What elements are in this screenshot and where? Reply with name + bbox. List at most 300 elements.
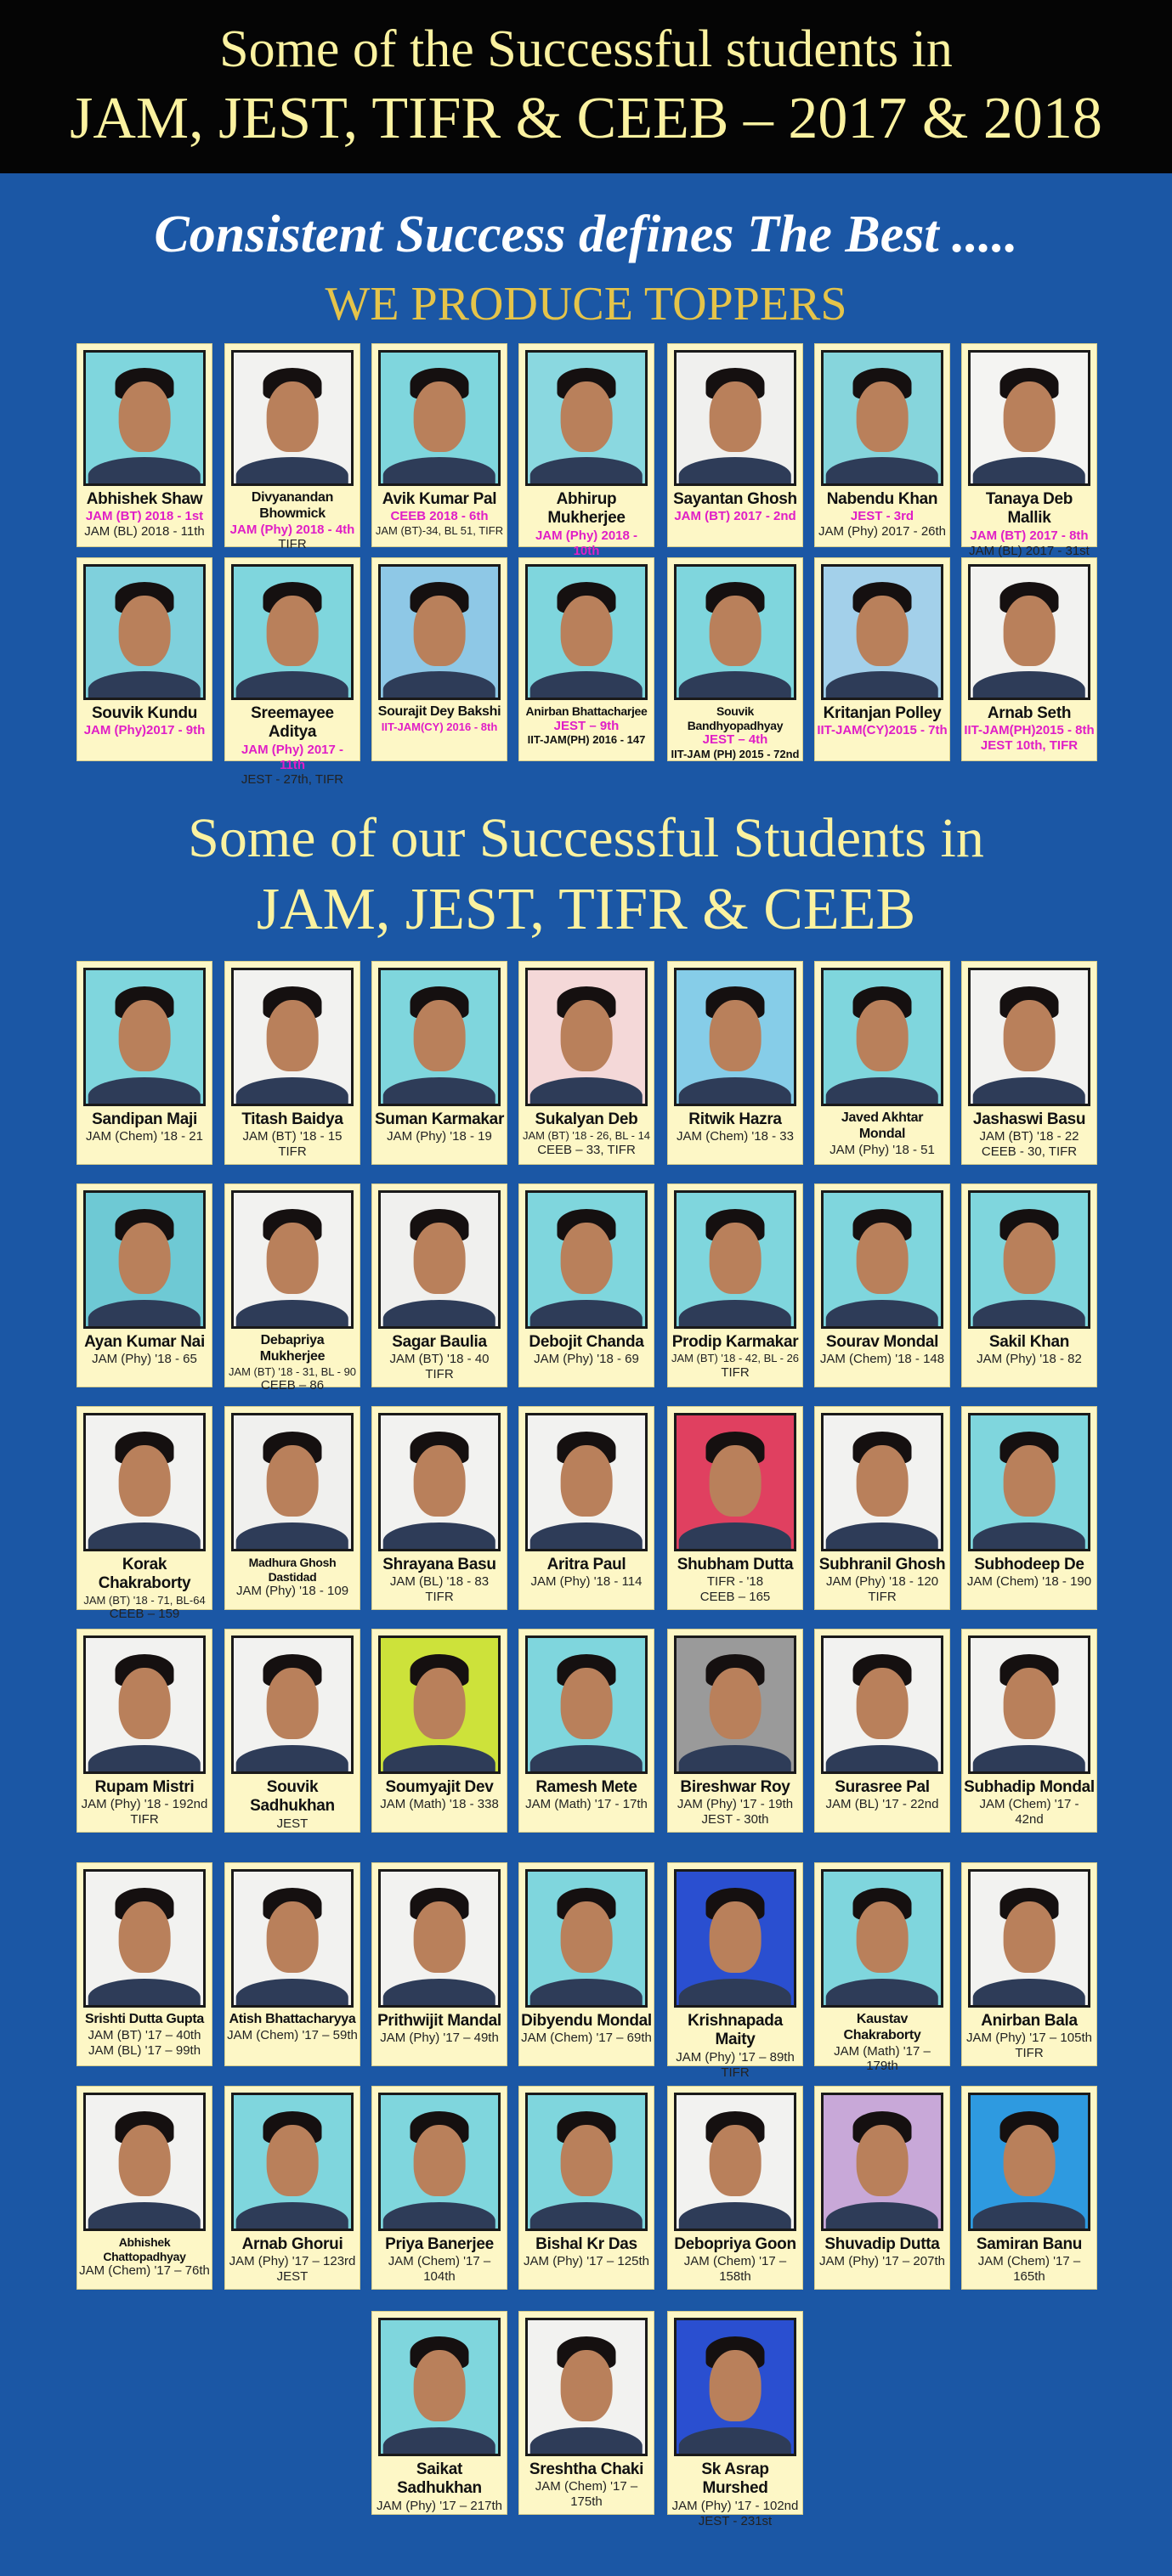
photo-face — [710, 381, 762, 452]
student-info — [670, 1778, 801, 1827]
photo-face — [710, 596, 762, 666]
photo-face — [857, 1901, 909, 1974]
student-card — [224, 1406, 360, 1610]
photo-body — [973, 1979, 1085, 2008]
student-info — [521, 704, 652, 747]
student-info — [79, 2235, 210, 2279]
photo-body — [679, 457, 791, 486]
student-result: JAM (BL) '17 - 22nd — [825, 1797, 939, 1812]
student-name: Korak Chakraborty — [98, 1556, 191, 1593]
photo-body — [826, 1745, 938, 1774]
student-result: JAM (Phy)2017 - 9th — [83, 723, 206, 738]
student-card — [667, 2311, 803, 2528]
student-result: JEST — [276, 1816, 309, 1831]
student-info — [227, 1110, 358, 1160]
student-info — [521, 2012, 652, 2046]
student-result: JAM (Chem) '17 – 76th — [79, 2263, 210, 2279]
student-card — [371, 1183, 507, 1387]
student-result: JAM (Phy) '17 – 207th — [819, 2254, 945, 2269]
photo-body — [679, 1077, 791, 1106]
photo-body — [973, 1745, 1085, 1774]
student-name: Samiran Banu — [976, 2235, 1083, 2253]
student-photo — [378, 1635, 501, 1774]
student-info — [964, 1333, 1095, 1367]
photo-body — [530, 457, 643, 486]
header-title-line2: JAM, JEST, TIFR & CEEB – 2017 & 2018 — [70, 86, 1102, 151]
student-result: JAM (Phy) '18 - 19 — [387, 1129, 492, 1144]
student-photo — [525, 1635, 648, 1774]
student-name: Bishal Kr Das — [535, 2235, 637, 2253]
student-card — [371, 1862, 507, 2066]
student-info — [817, 1556, 948, 1605]
photo-body — [826, 1300, 938, 1329]
subtagline: WE PRODUCE TOPPERS — [325, 278, 847, 330]
student-result: JAM (Phy) '18 - 109 — [235, 1584, 349, 1599]
student-info — [521, 1110, 652, 1157]
student-info — [964, 704, 1095, 754]
student-card — [224, 961, 360, 1165]
student-result: IIT-JAM(CY)2015 - 7th — [817, 723, 948, 738]
student-name: Titash Baidya — [241, 1110, 343, 1128]
student-name: Atish Bhattacharyya — [229, 2012, 356, 2026]
student-result: CEEB – 165 — [699, 1590, 771, 1605]
student-info — [817, 704, 948, 738]
photo-face — [857, 1445, 909, 1517]
student-name: Avik Kumar Pal — [382, 490, 497, 508]
student-photo — [525, 1190, 648, 1329]
student-photo — [231, 1635, 354, 1774]
photo-body — [383, 1300, 495, 1329]
photo-face — [119, 1000, 171, 1072]
student-info — [79, 1778, 210, 1827]
photo-face — [414, 381, 466, 452]
photo-body — [88, 1979, 201, 2008]
photo-body — [826, 457, 938, 486]
student-result: JAM (BT) 2017 - 2nd — [674, 509, 796, 524]
student-result: TIFR — [278, 537, 307, 552]
photo-body — [383, 457, 495, 486]
student-result: TIFR - '18 — [706, 1574, 764, 1590]
student-info — [227, 2235, 358, 2285]
student-info — [374, 490, 505, 537]
student-photo — [378, 350, 501, 486]
photo-face — [267, 381, 319, 452]
student-photo — [821, 350, 943, 486]
student-name: Souvik Kundu — [91, 704, 198, 722]
photo-body — [236, 1979, 348, 2008]
student-card — [371, 1629, 507, 1833]
photo-body — [88, 1300, 201, 1329]
student-card — [518, 961, 654, 1165]
student-photo — [83, 1869, 206, 2008]
student-info — [374, 1333, 505, 1382]
photo-face — [710, 1901, 762, 1974]
photo-body — [973, 457, 1085, 486]
student-name: Javed Akhtar Mondal — [841, 1110, 924, 1141]
photo-body — [826, 671, 938, 700]
student-card — [518, 1862, 654, 2066]
student-photo — [674, 564, 796, 700]
student-photo — [231, 1413, 354, 1551]
student-photo — [525, 564, 648, 700]
photo-face — [119, 381, 171, 452]
student-card — [224, 2086, 360, 2290]
photo-body — [679, 1300, 791, 1329]
student-card — [76, 1183, 212, 1387]
student-name: Ramesh Mete — [535, 1778, 637, 1796]
photo-face — [1004, 2125, 1056, 2197]
student-result: IIT-JAM(CY) 2016 - 8th — [381, 720, 498, 733]
student-info — [817, 2235, 948, 2269]
student-photo — [525, 968, 648, 1106]
student-info — [964, 2012, 1095, 2061]
student-name: Debapriya Mukherjee — [259, 1333, 326, 1364]
student-result: JEST - 231st — [698, 2513, 773, 2528]
student-info — [521, 2235, 652, 2269]
student-card — [814, 1406, 950, 1610]
student-name: Jashaswi Basu — [972, 1110, 1086, 1128]
photo-face — [119, 596, 171, 666]
student-name: Anirban Bhattacharjee — [525, 704, 648, 718]
photo-face — [857, 1000, 909, 1072]
photo-body — [973, 1077, 1085, 1106]
photo-face — [119, 1901, 171, 1974]
photo-face — [267, 1445, 319, 1517]
photo-face — [561, 2125, 613, 2197]
student-name: Surasree Pal — [835, 1778, 930, 1796]
student-info — [79, 490, 210, 539]
student-name: Subhadip Mondal — [964, 1778, 1095, 1796]
student-name: Priya Banerjee — [385, 2235, 494, 2253]
student-result: JAM (Phy) '18 - 192nd — [81, 1797, 208, 1812]
student-info — [374, 1110, 505, 1144]
student-name: Aritra Paul — [546, 1556, 626, 1573]
photo-face — [119, 1223, 171, 1295]
student-info — [817, 1110, 948, 1157]
student-result: TIFR — [278, 1144, 307, 1160]
student-info — [964, 2235, 1095, 2285]
student-name: Sourajit Dey Bakshi — [377, 704, 501, 719]
student-card — [667, 343, 803, 547]
student-card — [814, 961, 950, 1165]
student-name: Anirban Bala — [981, 2012, 1078, 2030]
photo-face — [267, 2125, 319, 2197]
student-photo — [674, 1413, 796, 1551]
student-info — [521, 1556, 652, 1590]
student-name: Souvik Bandhyopadhyay — [687, 704, 784, 732]
student-card — [667, 1862, 803, 2080]
student-info — [817, 1333, 948, 1367]
student-info — [670, 2012, 801, 2080]
student-card — [667, 557, 803, 761]
student-name: Sayantan Ghosh — [673, 490, 797, 508]
student-name: Sukalyan Deb — [535, 1110, 638, 1128]
photo-face — [267, 1223, 319, 1295]
student-result: JAM (Phy) '18 - 51 — [829, 1142, 935, 1157]
student-name: Subhodeep De — [974, 1556, 1084, 1573]
student-name: Tanaya Deb Mallik — [985, 490, 1073, 528]
student-photo — [83, 1413, 206, 1551]
student-card — [224, 1862, 360, 2066]
section2-title-line2: JAM, JEST, TIFR & CEEB — [256, 877, 916, 942]
photo-body — [236, 671, 348, 700]
student-result: IIT-JAM(PH) 2016 - 147 — [527, 733, 646, 747]
student-card — [961, 2086, 1097, 2290]
student-result: JAM (BT) 2018 - 1st — [85, 509, 204, 524]
photo-face — [857, 1668, 909, 1740]
student-photo — [231, 1190, 354, 1329]
student-result: JAM (BT) '18 - 15 — [242, 1129, 343, 1144]
photo-body — [530, 2202, 643, 2231]
photo-body — [826, 1979, 938, 2008]
student-result: JAM (Chem) '17 – 59th — [227, 2027, 358, 2042]
student-info — [964, 490, 1095, 558]
student-result: JAM (Phy) '17 – 123rd — [229, 2254, 356, 2269]
student-card — [224, 1183, 360, 1393]
student-photo — [674, 350, 796, 486]
student-result: TIFR — [721, 1364, 750, 1380]
student-card — [518, 1183, 654, 1387]
student-photo — [674, 2093, 796, 2231]
student-result: JAM (BT) '17 – 40th — [88, 2027, 201, 2042]
student-result: JEST — [276, 2269, 309, 2285]
student-name: Dibyendu Mondal — [521, 2012, 652, 2030]
student-name: Sourav Mondal — [825, 1333, 939, 1351]
student-result: JAM (Phy) '18 - 65 — [92, 1352, 197, 1367]
student-result: TIFR — [1015, 2046, 1044, 2061]
student-result: CEEB – 86 — [260, 1378, 325, 1393]
student-result: JAM (BT) '18 - 71, BL-64 — [83, 1593, 206, 1607]
student-photo — [968, 1190, 1090, 1329]
student-card — [371, 961, 507, 1165]
student-name: Saikat Sadhukhan — [397, 2460, 482, 2498]
student-card — [814, 2086, 950, 2290]
student-name: Soumyajit Dev — [385, 1778, 494, 1796]
student-card — [814, 557, 950, 761]
student-result: JAM (Chem) '17 – 158th — [683, 2254, 787, 2285]
photo-body — [826, 1522, 938, 1551]
student-result: JAM (BL) '17 – 99th — [88, 2042, 201, 2058]
student-card — [76, 557, 212, 761]
student-result: JAM (Chem) '17 - 42nd — [979, 1797, 1079, 1827]
student-result: JAM (Chem) '17 – 165th — [977, 2254, 1081, 2285]
student-name: Sreemayee Aditya — [251, 704, 334, 742]
student-card — [961, 557, 1097, 761]
student-result: JAM (Math) '17 - 17th — [525, 1797, 648, 1812]
student-result: JAM (Phy) 2018 - 10th — [535, 528, 638, 558]
student-name: Ayan Kumar Nai — [84, 1333, 205, 1351]
student-card — [961, 961, 1097, 1165]
photo-face — [710, 2350, 762, 2422]
photo-body — [973, 1300, 1085, 1329]
student-photo — [674, 968, 796, 1106]
student-photo — [378, 2318, 501, 2456]
student-card — [518, 343, 654, 558]
student-result: JAM (Phy) '18 - 69 — [534, 1352, 639, 1367]
student-card — [371, 1406, 507, 1610]
student-info — [521, 490, 652, 558]
student-name: Debopriya Goon — [674, 2235, 796, 2253]
student-photo — [968, 564, 1090, 700]
student-card — [224, 557, 360, 788]
student-result: TIFR — [721, 2065, 750, 2080]
student-info — [79, 704, 210, 738]
student-photo — [525, 2093, 648, 2231]
student-info — [227, 1556, 358, 1599]
photo-face — [267, 1000, 319, 1072]
student-result: JAM (Phy) '17 – 89th — [676, 2049, 795, 2065]
student-info — [521, 1778, 652, 1812]
student-card — [224, 343, 360, 552]
photo-face — [414, 2125, 466, 2197]
student-photo — [231, 968, 354, 1106]
student-photo — [525, 2318, 648, 2456]
photo-face — [267, 1901, 319, 1974]
student-name: Abhishek Chattopadhyay — [103, 2235, 186, 2263]
student-result: JAM (Phy) 2017 - 26th — [818, 524, 947, 539]
student-card — [667, 2086, 803, 2290]
student-card — [961, 1183, 1097, 1387]
photo-face — [857, 2125, 909, 2197]
photo-body — [383, 2427, 495, 2456]
photo-body — [88, 2202, 201, 2231]
student-card — [76, 1406, 212, 1622]
student-result: TIFR — [425, 1590, 454, 1605]
student-card — [961, 1406, 1097, 1610]
photo-body — [383, 1077, 495, 1106]
student-name: Souvik Sadhukhan — [250, 1778, 335, 1816]
student-name: Sandipan Maji — [92, 1110, 197, 1128]
photo-body — [679, 1979, 791, 2008]
student-result: JAM (Phy) '17 - 19th — [677, 1797, 794, 1812]
student-card — [371, 2311, 507, 2515]
student-result: JAM (Phy) '17 – 125th — [524, 2254, 649, 2269]
photo-body — [383, 1979, 495, 2008]
student-result: JAM (BT) 2017 - 8th — [970, 528, 1089, 543]
student-photo — [821, 1190, 943, 1329]
student-card — [76, 343, 212, 547]
student-name: Shrayana Basu — [382, 1556, 496, 1573]
student-result: CEEB 2018 - 6th — [390, 509, 489, 524]
student-photo — [968, 1413, 1090, 1551]
photo-body — [88, 1522, 201, 1551]
student-result: JAM (BT) '18 - 31, BL - 90 — [228, 1364, 357, 1378]
student-result: JEST - 27th, TIFR — [241, 772, 344, 788]
student-result: CEEB - 30, TIFR — [981, 1144, 1078, 1160]
student-result: JAM (BT) '18 - 40 — [389, 1352, 490, 1367]
photo-body — [383, 671, 495, 700]
student-name: Sagar Baulia — [392, 1333, 487, 1351]
student-info — [670, 2460, 801, 2528]
photo-face — [710, 1223, 762, 1295]
student-name: Subhranil Ghosh — [818, 1556, 946, 1573]
student-photo — [674, 1635, 796, 1774]
photo-body — [973, 1522, 1085, 1551]
student-card — [667, 1629, 803, 1833]
student-name: Arnab Seth — [987, 704, 1072, 722]
student-info — [227, 2012, 358, 2043]
student-photo — [83, 1635, 206, 1774]
student-card — [371, 343, 507, 547]
photo-body — [973, 671, 1085, 700]
student-result: JAM (BL) 2017 - 31st — [969, 543, 1090, 558]
photo-body — [383, 1745, 495, 1774]
student-photo — [968, 350, 1090, 486]
photo-face — [1004, 1223, 1056, 1295]
photo-face — [561, 596, 613, 666]
student-info — [374, 1778, 505, 1812]
student-result: JAM (BL) '18 - 83 — [389, 1574, 490, 1590]
student-photo — [231, 350, 354, 486]
student-info — [521, 2460, 652, 2510]
student-card — [76, 961, 212, 1165]
photo-body — [679, 671, 791, 700]
photo-face — [1004, 1000, 1056, 1072]
student-photo — [378, 968, 501, 1106]
student-card — [224, 1629, 360, 1833]
student-card — [814, 1183, 950, 1387]
photo-face — [414, 1000, 466, 1072]
photo-face — [561, 1000, 613, 1072]
photo-face — [561, 2350, 613, 2422]
student-photo — [378, 1413, 501, 1551]
student-result: TIFR — [130, 1812, 159, 1827]
student-result: JAM (BT) '18 - 42, BL - 26 — [671, 1352, 800, 1365]
student-photo — [378, 564, 501, 700]
student-info — [374, 2460, 505, 2514]
photo-face — [1004, 1901, 1056, 1974]
student-photo — [231, 2093, 354, 2231]
photo-face — [414, 1445, 466, 1517]
student-name: Rupam Mistri — [94, 1778, 195, 1796]
student-name: Kritanjan Polley — [823, 704, 942, 722]
student-info — [79, 1556, 210, 1622]
student-card — [667, 1406, 803, 1610]
section2-title-line1: Some of our Successful Students in — [188, 807, 984, 869]
student-photo — [821, 1413, 943, 1551]
photo-body — [383, 2202, 495, 2231]
header-banner — [0, 0, 1172, 173]
student-name: Debojit Chanda — [529, 1333, 644, 1351]
student-result: JEST - 30th — [701, 1812, 769, 1827]
student-info — [227, 1778, 358, 1832]
student-info — [964, 1556, 1095, 1590]
student-photo — [968, 1869, 1090, 2008]
student-result: JAM (Math) '18 - 338 — [380, 1797, 499, 1812]
photo-face — [561, 1901, 613, 1974]
photo-body — [530, 1077, 643, 1106]
student-name: Shuvadip Dutta — [824, 2235, 940, 2253]
photo-face — [414, 1668, 466, 1740]
student-name: Abhirup Mukherjee — [547, 490, 626, 528]
student-result: JAM (BL) 2018 - 11th — [84, 524, 205, 539]
photo-face — [1004, 381, 1056, 452]
student-photo — [968, 968, 1090, 1106]
student-photo — [525, 350, 648, 486]
photo-face — [561, 1668, 613, 1740]
student-photo — [821, 564, 943, 700]
student-photo — [674, 2318, 796, 2456]
student-result: JEST - 3rd — [850, 509, 914, 524]
student-name: Prodip Karmakar — [671, 1333, 799, 1351]
student-photo — [231, 1869, 354, 2008]
student-card — [76, 1862, 212, 2066]
photo-face — [414, 1223, 466, 1295]
photo-body — [383, 1522, 495, 1551]
student-photo — [674, 1190, 796, 1329]
student-card — [518, 557, 654, 761]
student-name: Sk Asrap Murshed — [701, 2460, 769, 2498]
